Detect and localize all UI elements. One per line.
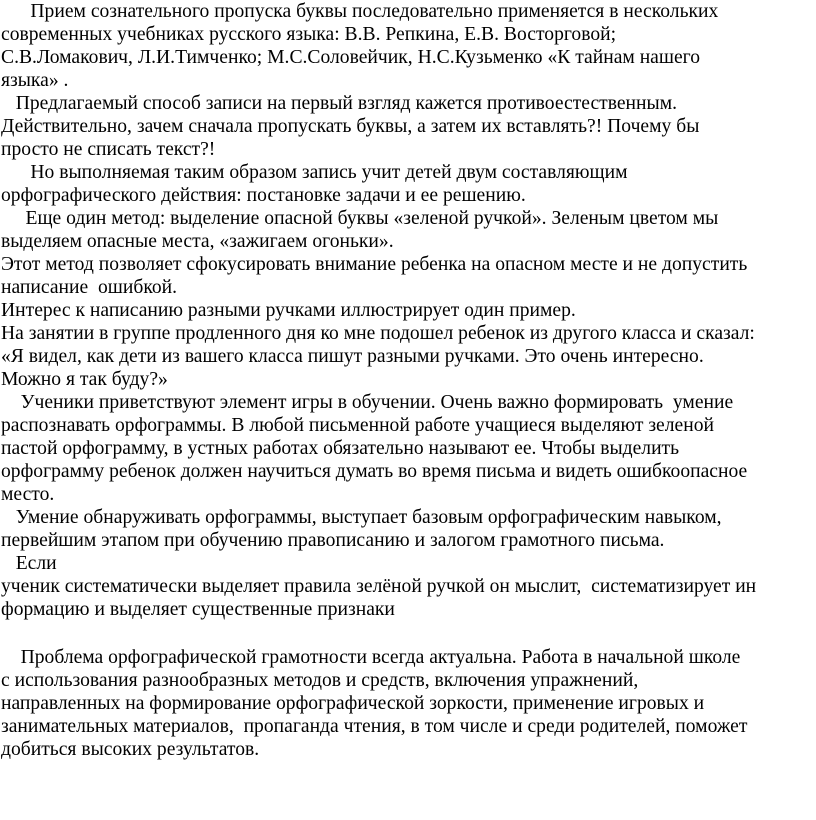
text-line: место.: [1, 484, 55, 505]
text-line: первейшим этапом при обучению правописанию и залогом грамотного письма.: [1, 530, 665, 551]
text-line: орфограмму ребенок должен научиться думать во время письма и видеть ошибкоопасное: [1, 461, 748, 482]
text-line: Этот метод позволяет сфокусировать внимание ребенка на опасном месте и не допустить: [1, 254, 748, 275]
text-line: добиться высоких результатов.: [1, 739, 260, 760]
text-line: Еще один метод: выделение опасной буквы «зеленой ручкой». Зеленым цветом мы: [1, 208, 719, 229]
text-line: пастой орфограмму, в устных работах обязательно называют ее. Чтобы выделить: [1, 438, 680, 459]
text-line: С.В.Ломакович, Л.И.Тимченко; М.С.Соловейчик, Н.С.Кузьменко «К тайнам нашего: [1, 47, 701, 68]
text-line: Предлагаемый способ записи на первый взгляд кажется противоестественным.: [1, 93, 677, 114]
text-line: Действительно, зачем сначала пропускать буквы, а затем их вставлять?! Почему бы: [1, 116, 700, 137]
text-line: Интерес к написанию разными ручками иллюстрирует один пример.: [1, 300, 576, 321]
text-line: Если: [1, 553, 57, 574]
text-line: современных учебниках русского языка: В.В. Репкина, Е.В. Восторговой;: [1, 24, 617, 45]
text-line: Ученики приветствуют элемент игры в обучении. Очень важно формировать умение: [1, 392, 734, 413]
text-line: выделяем опасные места, «зажигаем огоньки».: [1, 231, 394, 252]
text-line: с использования разнообразных методов и средств, включения упражнений,: [1, 670, 639, 691]
text-line: Проблема орфографической грамотности всегда актуальна. Работа в начальной школе: [1, 647, 741, 668]
text-line: Прием сознательного пропуска буквы последовательно применяется в нескольких: [1, 1, 719, 22]
text-line: распознавать орфограммы. В любой письменной работе учащиеся выделяют зеленой: [1, 415, 714, 436]
text-line: орфографического действия: постановке задачи и ее решению.: [1, 185, 526, 206]
text-line: На занятии в группе продленного дня ко мне подошел ребенок из другого класса и сказал:: [1, 323, 755, 344]
text-line: формацию и выделяет существенные признаки: [1, 599, 395, 620]
text-line: просто не списать текст?!: [1, 139, 216, 160]
text-line: направленных на формирование орфографической зоркости, применение игровых и: [1, 693, 705, 714]
text-line: «Я видел, как дети из вашего класса пишут разными ручками. Это очень интересно.: [1, 346, 704, 367]
text-line: Умение обнаруживать орфограммы, выступает базовым орфографическим навыком,: [1, 507, 722, 528]
text-line: Можно я так буду?»: [1, 369, 168, 390]
text-line: языка» .: [1, 70, 69, 91]
text-line: Но выполняемая таким образом запись учит детей двум составляющим: [1, 162, 628, 183]
text-line: написание ошибкой.: [1, 277, 178, 298]
text-line: ученик систематически выделяет правила зелёной ручкой он мыслит, систематизирует ин: [1, 576, 757, 597]
text-line: занимательных материалов, пропаганда чтения, в том числе и среди родителей, поможет: [1, 716, 748, 737]
